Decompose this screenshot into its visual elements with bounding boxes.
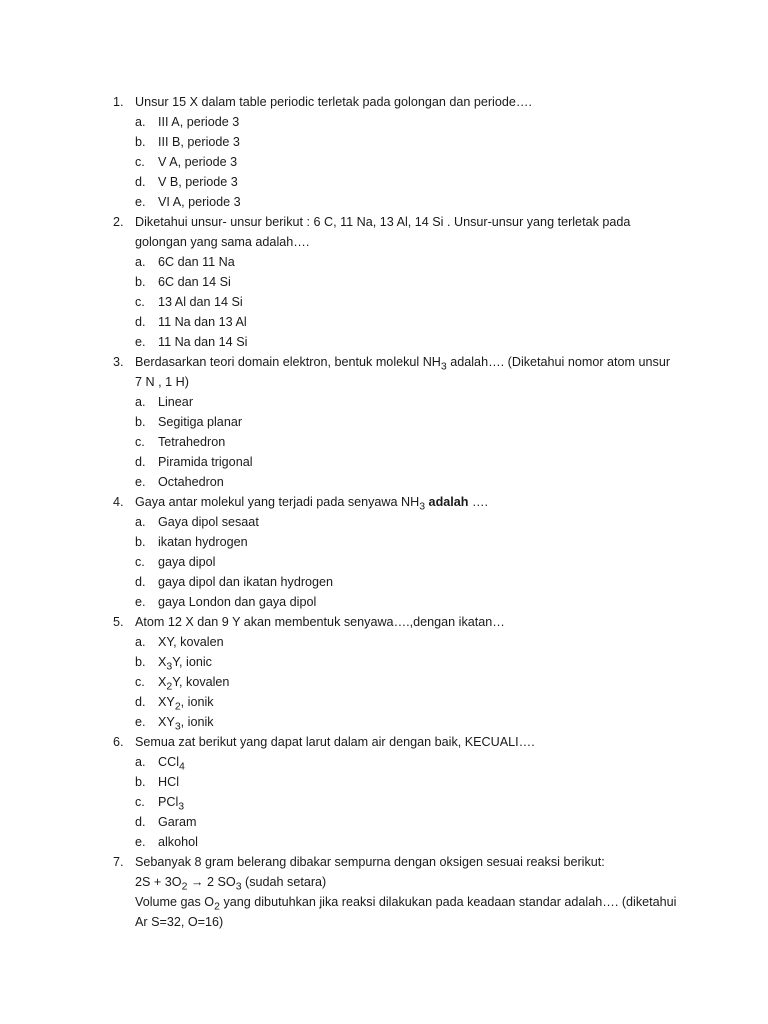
question-4-option-d-label: d. bbox=[135, 575, 146, 589]
question-6-option-c-label: c. bbox=[135, 795, 145, 809]
question-2-text-line-1: Diketahui unsur- unsur berikut : 6 C, 11 Na, 13 Al, 14 Si . Unsur-unsur yang terletak pada bbox=[135, 215, 631, 229]
question-1-number: 1. bbox=[113, 95, 124, 109]
question-6-option-a-label: a. bbox=[135, 755, 146, 769]
question-2-option-e-label: e. bbox=[135, 335, 146, 349]
question-4-option-b-label: b. bbox=[135, 535, 146, 549]
question-1-option-a-label: a. bbox=[135, 115, 146, 129]
question-6-option-e: alkohol bbox=[158, 835, 198, 849]
question-3-option-c-label: c. bbox=[135, 435, 145, 449]
question-1-option-d: V B, periode 3 bbox=[158, 175, 238, 189]
question-7-text-line-4: Ar S=32, O=16) bbox=[135, 915, 224, 929]
question-1-option-e-label: e. bbox=[135, 195, 146, 209]
question-2-text-line-2: golongan yang sama adalah…. bbox=[135, 235, 310, 249]
question-7-text-line-3: Volume gas $O_2$ yang dibutuhkan jika reaksi dilakukan pada keadaan standar adalah…. (diketahui bbox=[135, 895, 677, 913]
question-2-option-c: 13 Al dan 14 Si bbox=[158, 295, 243, 309]
question-5-option-c: $X_2Y$, kovalen bbox=[158, 675, 230, 693]
question-6-option-b-label: b. bbox=[135, 775, 146, 789]
question-1-option-b: III B, periode 3 bbox=[158, 135, 240, 149]
question-2-option-e: 11 Na dan 14 Si bbox=[158, 335, 248, 349]
question-3-number: 3. bbox=[113, 355, 124, 369]
question-2-option-d-label: d. bbox=[135, 315, 146, 329]
question-3-option-b-label: b. bbox=[135, 415, 146, 429]
question-5-option-d: $XY_2$, ionik bbox=[158, 695, 214, 713]
question-1-option-b-label: b. bbox=[135, 135, 146, 149]
question-1-text: Unsur 15 X dalam table periodic terletak pada golongan dan periode…. bbox=[135, 95, 532, 109]
question-3-option-e-label: e. bbox=[135, 475, 146, 489]
question-6-option-a: CCl$_4$ bbox=[158, 755, 185, 773]
question-1-option-c: V A, periode 3 bbox=[158, 155, 238, 169]
question-3-option-d: Piramida trigonal bbox=[158, 455, 253, 469]
question-3-option-c: Tetrahedron bbox=[158, 435, 226, 449]
question-4-option-d: gaya dipol dan ikatan hydrogen bbox=[158, 575, 334, 589]
question-1-option-a: III A, periode 3 bbox=[158, 115, 240, 129]
question-5-option-d-label: d. bbox=[135, 695, 146, 709]
question-5-option-c-label: c. bbox=[135, 675, 145, 689]
question-3-text-line-1: Berdasarkan teori domain elektron, bentuk molekul $NH_3$ adalah…. (Diketahui nomor atom unsur bbox=[135, 355, 671, 373]
question-3-option-a: Linear bbox=[158, 395, 194, 409]
question-2-option-c-label: c. bbox=[135, 295, 145, 309]
question-3-option-b: Segitiga planar bbox=[158, 415, 243, 429]
question-4-option-e: gaya London dan gaya dipol bbox=[158, 595, 317, 609]
question-6-number: 6. bbox=[113, 735, 124, 749]
question-3-option-d-label: d. bbox=[135, 455, 146, 469]
question-5-option-b-label: b. bbox=[135, 655, 146, 669]
question-4-option-c: gaya dipol bbox=[158, 555, 216, 569]
question-1-option-e: VI A, periode 3 bbox=[158, 195, 241, 209]
question-2-option-b-label: b. bbox=[135, 275, 146, 289]
question-1-option-d-label: d. bbox=[135, 175, 146, 189]
question-3-option-a-label: a. bbox=[135, 395, 146, 409]
question-4-number: 4. bbox=[113, 495, 124, 509]
question-6-option-b: HCl bbox=[158, 775, 179, 789]
question-6-option-d: Garam bbox=[158, 815, 197, 829]
question-6-text: Semua zat berikut yang dapat larut dalam air dengan baik, KECUALI…. bbox=[135, 735, 535, 749]
question-4-option-e-label: e. bbox=[135, 595, 146, 609]
question-5-option-a: XY, kovalen bbox=[158, 635, 224, 649]
question-2-option-a: 6C dan 11 Na bbox=[158, 255, 235, 269]
question-5-number: 5. bbox=[113, 615, 124, 629]
question-5-option-e-label: e. bbox=[135, 715, 146, 729]
question-7-text-line-1: Sebanyak 8 gram belerang dibakar sempurna dengan oksigen sesuai reaksi berikut: bbox=[135, 855, 605, 869]
question-3-option-e: Octahedron bbox=[158, 475, 224, 489]
question-3-text-line-2: 7 N , 1 H) bbox=[135, 375, 189, 389]
question-4-option-b: ikatan hydrogen bbox=[158, 535, 248, 549]
question-5-text: Atom 12 X dan 9 Y akan membentuk senyawa….,dengan ikatan… bbox=[135, 615, 505, 629]
question-2-option-a-label: a. bbox=[135, 255, 146, 269]
question-6-option-c: PCl$_3$ bbox=[158, 795, 185, 813]
question-2-number: 2. bbox=[113, 215, 124, 229]
question-5-option-b: $X_3Y$, ionic bbox=[158, 655, 212, 673]
question-2-option-d: 11 Na dan 13 Al bbox=[158, 315, 247, 329]
question-7-number: 7. bbox=[113, 855, 124, 869]
question-2-option-b: 6C dan 14 Si bbox=[158, 275, 231, 289]
question-4-text: Gaya antar molekul yang terjadi pada senyawa $NH_3$ adalah …. bbox=[135, 495, 489, 513]
question-6-option-e-label: e. bbox=[135, 835, 146, 849]
question-4-option-a: Gaya dipol sesaat bbox=[158, 515, 259, 529]
question-4-option-a-label: a. bbox=[135, 515, 146, 529]
question-5-option-e: $XY_3$, ionik bbox=[158, 715, 214, 733]
question-7-reaction-equation: $2S + 3O_2 \to 2$ $SO_3$ (sudah setara) bbox=[135, 875, 327, 893]
question-4-option-c-label: c. bbox=[135, 555, 145, 569]
question-1-option-c-label: c. bbox=[135, 155, 145, 169]
question-6-option-d-label: d. bbox=[135, 815, 146, 829]
question-5-option-a-label: a. bbox=[135, 635, 146, 649]
